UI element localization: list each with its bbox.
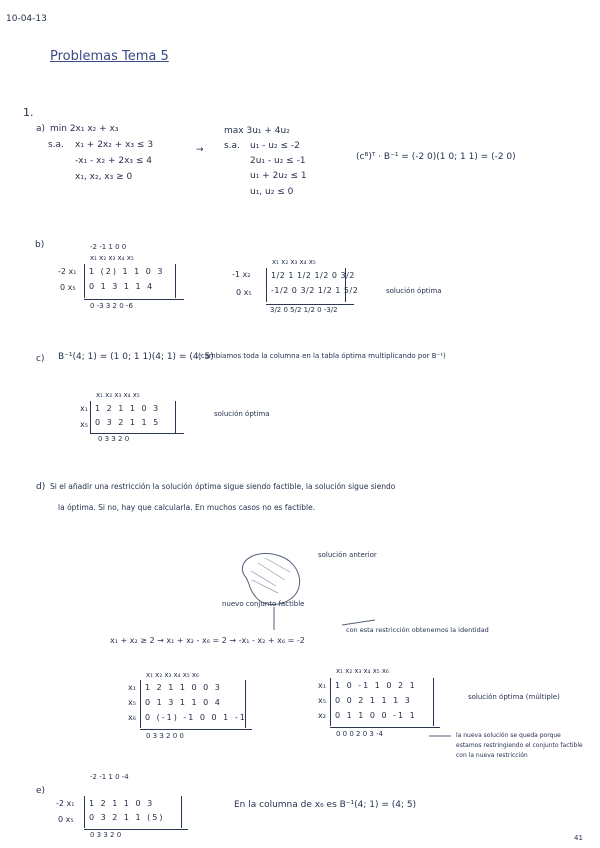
region-hatching <box>251 558 290 593</box>
part-c-label: c) <box>36 354 45 364</box>
table-row: 1 2 1 1 0 3 <box>95 404 161 413</box>
cost-row: -2 -1 1 0 -4 <box>90 773 129 781</box>
basis-label: x₅ <box>80 420 88 429</box>
basis-label: x₂ <box>318 711 326 720</box>
table-row: 0 0 2 1 1 1 3 <box>335 696 412 705</box>
basis-label: x₅ <box>128 698 136 707</box>
part-a-label: a) <box>36 124 46 134</box>
table-header: x₁ x₂ x₃ x₄ x₅ x₆ <box>336 667 389 675</box>
dual-constraint-3: u₁ + 2u₂ ≤ 1 <box>250 171 307 181</box>
arrow-icon: → <box>196 145 204 155</box>
feasible-set-label: nuevo conjunto factible <box>222 600 305 608</box>
table-header: x₁ x₂ x₃ x₄ x₅ <box>90 254 134 262</box>
table-row: 1 (2) 1 1 0 3 <box>89 267 165 276</box>
table-header: x₁ x₂ x₃ x₄ x₅ <box>272 258 316 266</box>
table-row: 1/2 1 1/2 1/2 0 3/2 <box>271 271 355 280</box>
primal-nonneg: x₁, x₂, x₃ ≥ 0 <box>75 172 133 182</box>
column-formula: B⁻¹(4; 1) = (1 0; 1 1)(4; 1) = (4; 5) <box>58 352 214 362</box>
table-row: 0 1 1 0 0 -1 1 <box>335 711 417 720</box>
reduced-costs: 0 -3 3 2 0 -6 <box>90 302 133 310</box>
optimal-multiple-note: solución óptima (múltiple) <box>468 693 560 701</box>
table-row: 0 (-1) -1 0 0 1 -1 <box>145 713 247 722</box>
cost-row: -2 -1 1 0 0 <box>90 243 127 251</box>
table-header: x₁ x₂ x₃ x₄ x₅ <box>96 391 140 399</box>
basis-label: -1 x₂ <box>232 270 251 279</box>
table-row: 0 1 3 1 1 0 4 <box>145 698 222 707</box>
basis-label: x₁ <box>128 683 136 692</box>
reduced-costs: 0 3 3 2 0 <box>98 435 130 443</box>
dual-constraint-2: 2u₁ - u₂ ≤ -1 <box>250 156 306 166</box>
basis-label: 0 x₅ <box>60 283 76 292</box>
problem-number: 1. <box>23 106 34 119</box>
dual-constraint-1: u₁ - u₂ ≤ -2 <box>250 141 300 151</box>
column-formula: En la columna de x₆ es B⁻¹(4; 1) = (4; 5) <box>234 800 417 810</box>
primal-constraint-1: x₁ + 2x₂ + x₃ ≤ 3 <box>75 140 154 150</box>
basis-label: x₁ <box>318 681 326 690</box>
part-b-label: b) <box>35 240 45 250</box>
part-d-label: d) <box>36 482 46 492</box>
reduced-costs: 0 3 3 2 0 0 <box>146 732 184 740</box>
simplex-table-e <box>84 796 182 828</box>
dual-prefix: s.a. <box>224 141 240 151</box>
basis-label: 0 x₅ <box>58 815 74 824</box>
optimal-note: solución óptima <box>386 287 442 295</box>
reduced-costs: 0 3 3 2 0 <box>90 831 122 839</box>
simplex-table-c <box>90 401 176 433</box>
primal-constraint-2: -x₁ - x₂ + 2x₃ ≤ 4 <box>75 156 152 166</box>
new-constraint: x₁ + x₂ ≥ 2 → x₁ + x₂ - x₆ = 2 → -x₁ - x₂ + x₆ = -2 <box>110 636 305 645</box>
dual-formula: (cᴮ)ᵀ · B⁻¹ = (-2 0)(1 0; 1 1) = (-2 0) <box>356 152 516 162</box>
table-row: 0 3 2 1 1 (5) <box>89 813 165 822</box>
table-row: 1 0 -1 1 0 2 1 <box>335 681 417 690</box>
divider <box>330 727 440 728</box>
reduced-costs: 3/2 0 5/2 1/2 0 -3/2 <box>270 306 338 314</box>
optimal-note: solución óptima <box>214 410 270 418</box>
dual-nonpos: u₁, u₂ ≤ 0 <box>250 187 294 197</box>
table-row: 1 2 1 1 0 3 <box>89 799 155 808</box>
basis-label: x₅ <box>318 696 326 705</box>
identity-note: con esta restricción obtenemos la identidad <box>346 626 489 634</box>
column-note: (cambiamos toda la columna en la tabla óptima multiplicando por B⁻¹) <box>198 352 446 360</box>
basis-label: x₁ <box>80 404 88 413</box>
table-row: -1/2 0 3/2 1/2 1 5/2 <box>271 286 359 295</box>
constraint-note-arrow <box>342 620 375 625</box>
simplex-table-b1 <box>84 264 176 298</box>
basis-label: -2 x₁ <box>58 267 77 276</box>
basis-label: -2 x₁ <box>56 799 75 808</box>
simplex-table-b2 <box>266 268 359 302</box>
explanation-line-2: la óptima. Si no, hay que calcularla. En muchos casos no es factible. <box>58 503 316 512</box>
divider <box>140 729 252 730</box>
table-row: 1 2 1 1 0 0 3 <box>145 683 222 692</box>
divider <box>90 433 184 434</box>
previous-solution-note: solución anterior <box>318 551 377 559</box>
reduced-costs: 0 0 0 2 0 3 -4 <box>336 730 384 738</box>
table-row: 0 1 3 1 1 4 <box>89 282 155 291</box>
page-title: Problemas Tema 5 <box>50 49 169 64</box>
simplex-table-d1 <box>140 680 246 728</box>
date: 10-04-13 <box>6 14 47 24</box>
primal-prefix: s.a. <box>48 140 64 150</box>
explanation-line-1: Si el añadir una restricción la solución óptima sigue siendo factible, la solución sigue siendo <box>50 482 396 491</box>
divider <box>84 829 188 830</box>
part-e-label: e) <box>36 786 46 796</box>
basis-label: 0 x₅ <box>236 288 252 297</box>
new-solution-note: la nueva solución se queda porque estamos restringiendo el conjunto factible con la nueva restricción <box>456 732 583 759</box>
table-header: x₁ x₂ x₃ x₄ x₅ x₆ <box>146 671 199 679</box>
divider <box>84 299 184 300</box>
simplex-table-d2 <box>330 678 434 726</box>
basis-label: x₆ <box>128 713 136 722</box>
primal-objective: min 2x₁ x₂ + x₃ <box>50 124 119 134</box>
dual-objective: max 3u₁ + 4u₂ <box>224 126 290 136</box>
table-row: 0 3 2 1 1 5 <box>95 418 161 427</box>
divider <box>266 304 354 305</box>
page-number: 41 <box>574 834 583 842</box>
